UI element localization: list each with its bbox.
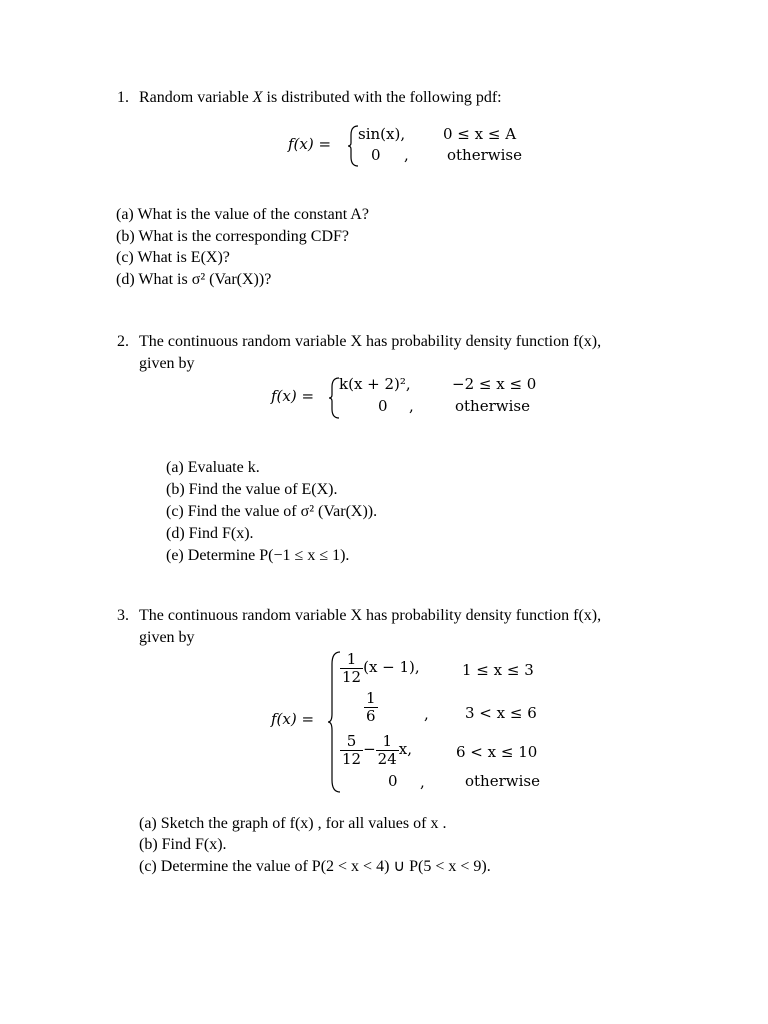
- q2-part-c: (c) Find the value of σ² (Var(X)).: [166, 503, 378, 520]
- q3-case3-rest: x,: [398, 740, 412, 758]
- q2-case1-cond: −2 ≤ x ≤ 0: [452, 375, 537, 393]
- q3-case2-frac: [364, 690, 378, 724]
- q1-stem: [139, 90, 502, 106]
- q3-case3-cond: 6 < x ≤ 10: [456, 743, 538, 761]
- q1-part-c: (c) What is E(X)?: [116, 249, 230, 266]
- q3-case1-rest: (x − 1),: [363, 658, 420, 676]
- q2-part-e: (e) Determine P(−1 ≤ x ≤ 1).: [166, 547, 350, 564]
- q3-case2-cond: 3 < x ≤ 6: [465, 704, 537, 722]
- q1-case1-expr: sin(x),: [358, 125, 406, 143]
- q3-case3-den2: 24: [377, 749, 397, 768]
- q3-case3-minus: −: [363, 740, 376, 758]
- q1-number: 1.: [117, 89, 129, 106]
- q3-case3-expr: [340, 733, 412, 767]
- q2-part-a: (a) Evaluate k.: [166, 459, 260, 476]
- q3-case3-frac2: [376, 733, 399, 767]
- q2-case2-expr: 0: [378, 397, 388, 415]
- q3-part-c: (c) Determine the value of P(2 < x < 4) ∪ P(5 < x < 9).: [139, 858, 491, 875]
- q1-stem-var: X: [252, 89, 263, 106]
- q3-case3-den1: 12: [342, 749, 362, 768]
- q3-case1-expr: [340, 651, 420, 685]
- q3-case1-num: 1: [340, 651, 363, 669]
- q2-case2-comma: ,: [409, 397, 414, 415]
- q3-part-a: (a) Sketch the graph of f(x) , for all values of x .: [139, 815, 447, 832]
- q2-part-d: (d) Find F(x).: [166, 525, 254, 542]
- q1-part-d: (d) What is σ² (Var(X))?: [116, 271, 272, 288]
- q1-case1-cond: 0 ≤ x ≤ A: [443, 125, 517, 143]
- q3-case1-cond: 1 ≤ x ≤ 3: [462, 661, 534, 679]
- q1-part-b: (b) What is the corresponding CDF?: [116, 228, 349, 245]
- q2-stem-line2: given by: [139, 355, 195, 372]
- q3-case4-expr: 0: [388, 772, 398, 790]
- q3-case3-frac1: [340, 733, 363, 767]
- q3-case1-frac: [340, 651, 363, 685]
- q2-case1-expr: k(x + 2)²,: [339, 375, 411, 393]
- q1-stem-pre: Random variable: [139, 89, 253, 106]
- q3-stem-line1: The continuous random variable X has probability density function f(x),: [139, 607, 602, 624]
- q2-stem-line1: The continuous random variable X has probability density function f(x),: [139, 333, 602, 350]
- q1-case2-expr: 0: [371, 146, 381, 164]
- q3-case3-num2: 1: [376, 733, 399, 751]
- q3-part-b: (b) Find F(x).: [139, 836, 227, 853]
- q3-stem-line2: given by: [139, 629, 195, 646]
- q3-case2-comma: ,: [424, 705, 429, 723]
- q3-case3-num1: 5: [340, 733, 363, 751]
- q1-stem-post: is distributed with the following pdf:: [262, 89, 502, 106]
- q1-case2-comma: ,: [404, 146, 409, 164]
- q2-lhs: f(x) =: [271, 387, 315, 405]
- q2-case2-cond: otherwise: [455, 397, 530, 415]
- q1-part-a: (a) What is the value of the constant A?: [116, 206, 369, 223]
- q1-case2-cond: otherwise: [447, 146, 522, 164]
- q3-case2-den: 6: [366, 706, 376, 725]
- q3-lhs: f(x) =: [271, 710, 315, 728]
- q1-lhs: f(x) =: [288, 135, 332, 153]
- q2-part-b: (b) Find the value of E(X).: [166, 481, 338, 498]
- q3-case4-cond: otherwise: [465, 772, 540, 790]
- q3-case2-expr: [364, 690, 378, 724]
- q3-case2-num: 1: [366, 689, 376, 707]
- q3-number: 3.: [117, 607, 129, 624]
- q3-case1-den: 12: [342, 667, 362, 686]
- q2-number: 2.: [117, 333, 129, 350]
- q3-case4-comma: ,: [420, 773, 425, 791]
